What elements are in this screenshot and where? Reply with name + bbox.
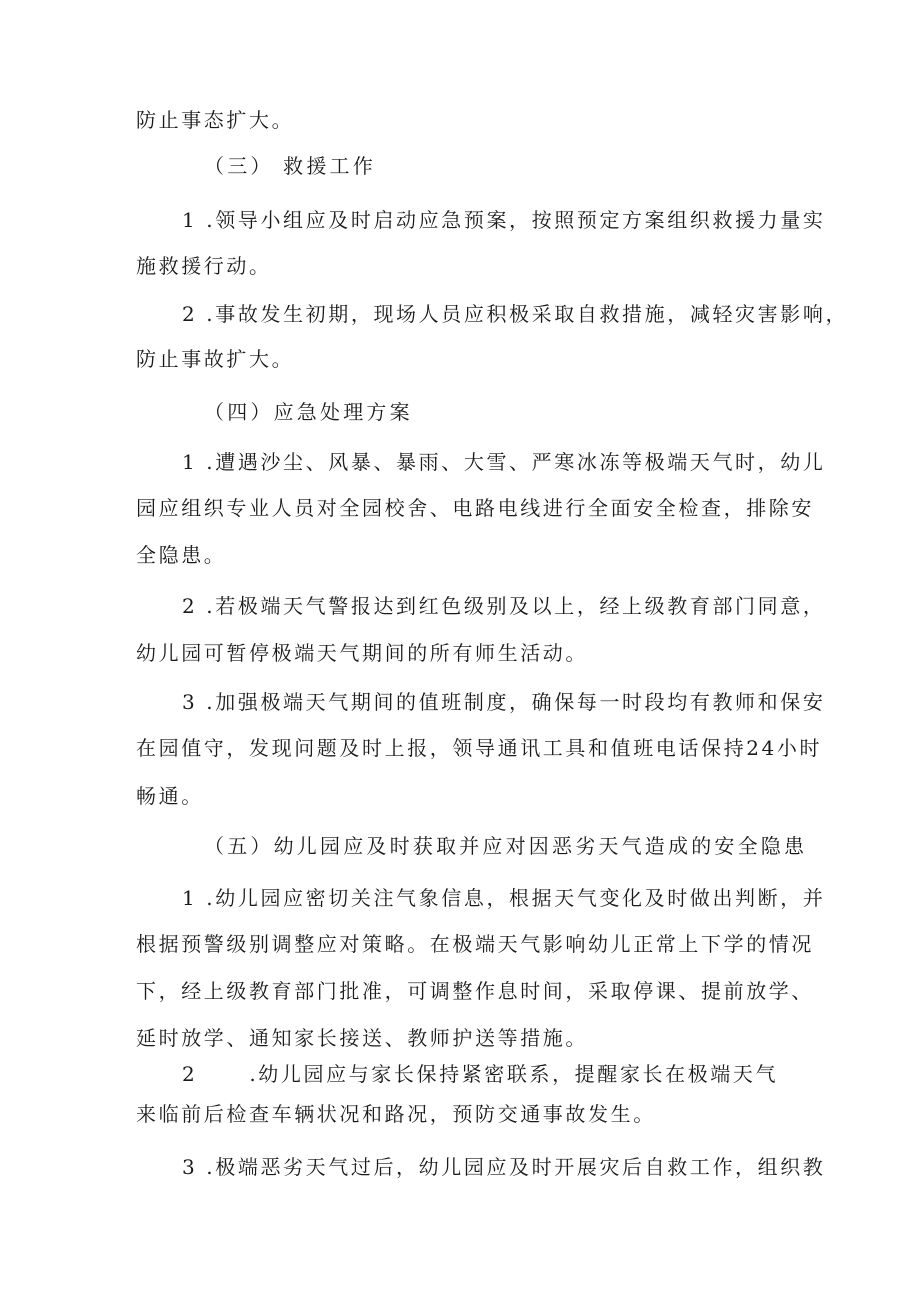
item-text: .幼儿园应与家长保持紧密联系，提醒家长在极端天气 bbox=[249, 1062, 779, 1086]
section-heading-4: （四）应急处理方案 bbox=[204, 400, 413, 424]
paragraph-line: 下，经上级教育部门批准，可调整作息时间，采取停课、提前放学、 bbox=[136, 979, 814, 1003]
paragraph-line: 1 .领导小组应及时启动应急预案，按照预定方案组织救援力量实 bbox=[182, 208, 826, 232]
paragraph-line bbox=[182, 1060, 778, 1088]
paragraph-line: 施救援行动。 bbox=[136, 254, 272, 278]
paragraph-line: 全隐患。 bbox=[136, 543, 227, 567]
paragraph-line: 根据预警级别调整应对策略。在极端天气影响幼儿正常上下学的情况 bbox=[136, 932, 814, 956]
paragraph-line: 防止事故扩大。 bbox=[136, 347, 295, 371]
paragraph-line: 延时放学、通知家长接送、教师护送等措施。 bbox=[136, 1026, 588, 1050]
paragraph-line: 来临前后检查车辆状况和路况，预防交通事故发生。 bbox=[136, 1102, 656, 1126]
paragraph-line: 防止事态扩大。 bbox=[136, 108, 295, 132]
section-heading-3: （三） 救援工作 bbox=[204, 154, 376, 178]
paragraph-line: 2 .事故发生初期，现场人员应积极采取自救措施，减轻灾害影响， bbox=[182, 302, 849, 326]
paragraph-line: 3 .极端恶劣天气过后，幼儿园应及时开展灾后自救工作，组织教 bbox=[182, 1155, 826, 1179]
paragraph-line: 3 .加强极端天气期间的值班制度，确保每一时段均有教师和保安 bbox=[182, 690, 826, 714]
paragraph-line: 在园值守，发现问题及时上报，领导通讯工具和值班电话保持24小时 bbox=[136, 736, 823, 760]
paragraph-line: 园应组织专业人员对全园校舍、电路电线进行全面安全检查，排除安 bbox=[136, 496, 814, 520]
item-number: 2 bbox=[182, 1062, 198, 1086]
paragraph-line: 1 .幼儿园应密切关注气象信息，根据天气变化及时做出判断，并 bbox=[182, 886, 826, 910]
paragraph-line: 2 .若极端天气警报达到红色级别及以上，经上级教育部门同意， bbox=[182, 594, 826, 618]
paragraph-line: 畅通。 bbox=[136, 784, 204, 808]
paragraph-line: 1 .遭遇沙尘、风暴、暴雨、大雪、严寒冰冻等极端天气时，幼儿 bbox=[182, 450, 826, 474]
paragraph-line: 幼儿园可暂停极端天气期间的所有师生活动。 bbox=[136, 641, 588, 665]
section-heading-5: （五）幼儿园应及时获取并应对因恶劣天气造成的安全隐患 bbox=[204, 834, 808, 858]
